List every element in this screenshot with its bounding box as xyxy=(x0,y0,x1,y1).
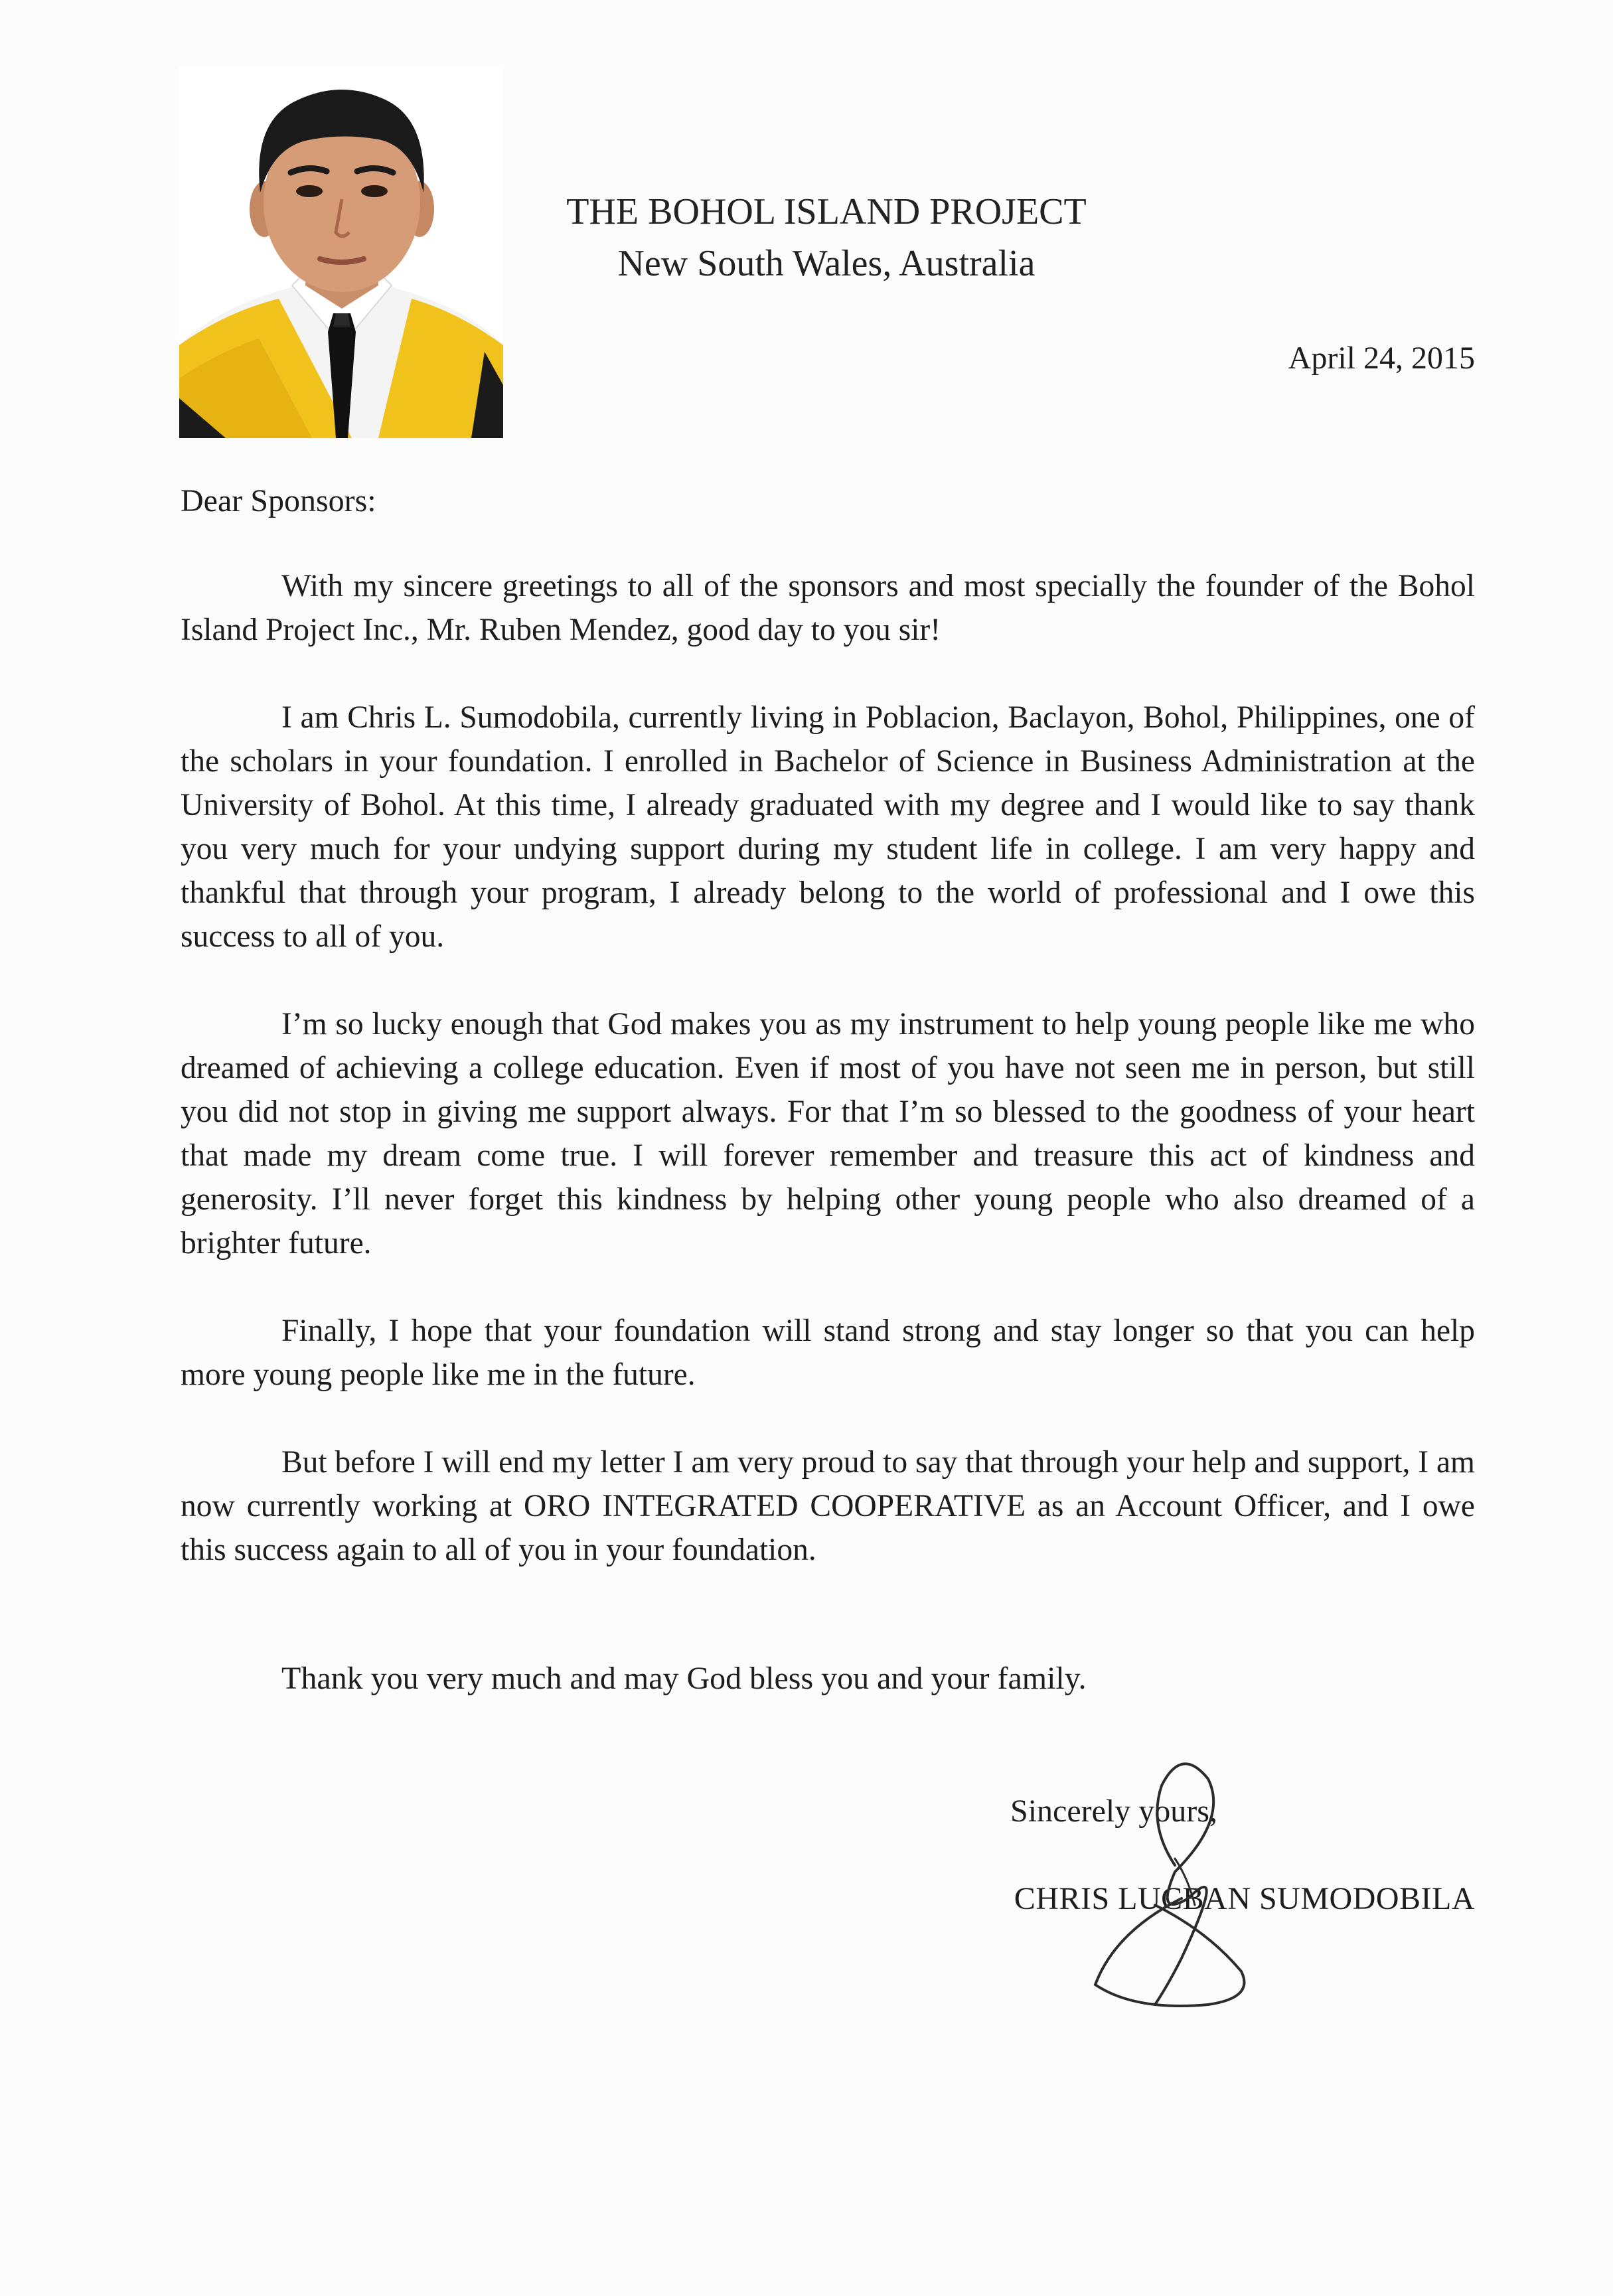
paragraph: I’m so lucky enough that God makes you as my instrument to help young people like me who dreamed of achieving a college education. Even if most of you have not seen me in person, but still you did not stop in giving me support always. For that I’m so blessed to the goodness of your heart that made my dream come true. I will forever remember and treasure this act of kindness and generosity. I’ll never forget this kindness by helping other young people who also dreamed of a brighter future. xyxy=(181,1007,1475,1261)
letterhead xyxy=(544,186,1109,289)
closing-thanks: Thank you very much and may God bless you and your family. xyxy=(281,1661,1087,1696)
paragraph: Finally, I hope that your foundation will stand strong and stay longer so that you can help more young people like me in the future. xyxy=(181,1314,1475,1392)
graduation-portrait xyxy=(179,66,503,438)
handwritten-signature xyxy=(1075,1746,1274,2025)
organization-location: New South Wales, Australia xyxy=(617,243,1036,284)
paragraph: With my sincere greetings to all of the sponsors and most specially the founder of the Bohol Island Project Inc., Mr. Ruben Mendez, good day to you sir! xyxy=(181,569,1475,647)
salutation: Dear Sponsors: xyxy=(181,483,376,518)
letter-body xyxy=(181,564,1475,1616)
paragraph: I am Chris L. Sumodobila, currently living in Poblacion, Baclayon, Bohol, Philippines, one of the scholars in your foundation. I enrolled in Bachelor of Science in Business Administration at the University of Bohol. At this time, I already graduated with my degree and I would like to say thank you very much for your undying support during my student life in college. I am very happy and thankful that through your program, I already belong to the world of professional and I owe this success to all of you. xyxy=(181,700,1475,954)
signer-name: CHRIS LUCBAN SUMODOBILA xyxy=(1014,1881,1475,1916)
paragraph: But before I will end my letter I am very proud to say that through your help and support, I am now currently working at ORO INTEGRATED COOPERATIVE as an Account Officer, and I owe this success again to all of you in your foundation. xyxy=(181,1445,1475,1567)
organization-name: THE BOHOL ISLAND PROJECT xyxy=(566,191,1087,232)
sign-off: Sincerely yours, xyxy=(1010,1794,1217,1829)
letter-date: April 24, 2015 xyxy=(1288,341,1475,376)
